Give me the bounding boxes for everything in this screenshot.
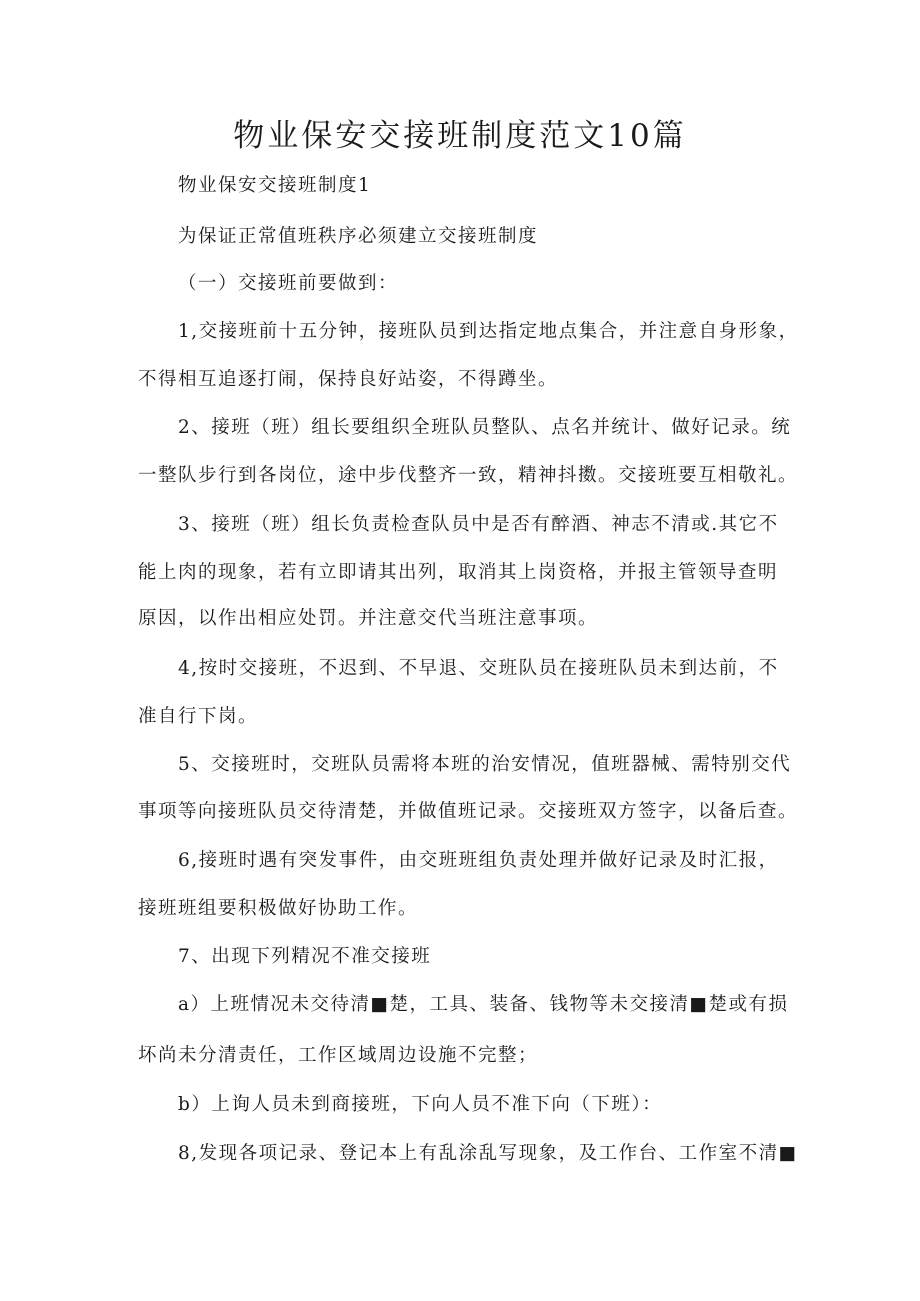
paragraph-line: 事项等向接班队员交待清楚，并做值班记录。交接班双方签字，以备后查。 — [138, 801, 799, 822]
paragraph-line: 为保证正常值班秩序必须建立交接班制度 — [178, 226, 539, 247]
paragraph-line: 4,按时交接班，不迟到、不早退、交班队员在接班队员未到达前，不 — [178, 658, 779, 679]
paragraph-line: 不得相互追逐打闹，保持良好站姿，不得蹲坐。 — [138, 369, 559, 390]
paragraph-line: 7、出现下列精况不准交接班 — [178, 946, 432, 967]
paragraph-line: a）上班情况未交待清■楚，工具、装备、钱物等未交接清■楚或有损 — [178, 994, 789, 1015]
paragraph-line: 6,接班时遇有突发事件，由交班班组负责处理并做好记录及时汇报， — [178, 850, 779, 871]
paragraph-line: 2、接班（班）组长要组织全班队员整队、点名并统计、做好记录。统 — [178, 417, 792, 438]
paragraph-line: 准自行下岗。 — [138, 706, 259, 727]
document-title: 物业保安交接班制度范文10篇 — [233, 118, 687, 154]
paragraph-line: 5、交接班时，交班队员需将本班的治安情况，值班器械、需特别交代 — [178, 754, 792, 775]
paragraph-line: 1,交接班前十五分钟，接班队员到达指定地点集合，并注意自身形象， — [178, 321, 799, 342]
paragraph-line: 坏尚未分清责任，工作区域周边设施不完整； — [138, 1045, 539, 1066]
paragraph-line: 能上肉的现象，若有立即请其出列，取消其上岗资格，并报主管领导查明 — [138, 562, 779, 583]
paragraph-line: 一整队步行到各岗位，途中步伐整齐一致，精神抖擞。交接班要互相敬礼。 — [138, 465, 799, 486]
section-heading: 物业保安交接班制度1 — [178, 175, 372, 196]
paragraph-line: （一）交接班前要做到： — [178, 273, 399, 294]
paragraph-line: 3、接班（班）组长负责检查队员中是否有醉酒、神志不清或.其它不 — [178, 514, 779, 535]
paragraph-line: 原因，以作出相应处罚。并注意交代当班注意事项。 — [138, 608, 599, 629]
paragraph-line: 8,发现各项记录、登记本上有乱涂乱写现象，及工作台、工作室不清■ — [178, 1143, 798, 1164]
paragraph-line: 接班班组要积极做好协助工作。 — [138, 898, 419, 919]
paragraph-line: b）上询人员未到商接班，下向人员不准下向（下班）： — [178, 1094, 663, 1115]
